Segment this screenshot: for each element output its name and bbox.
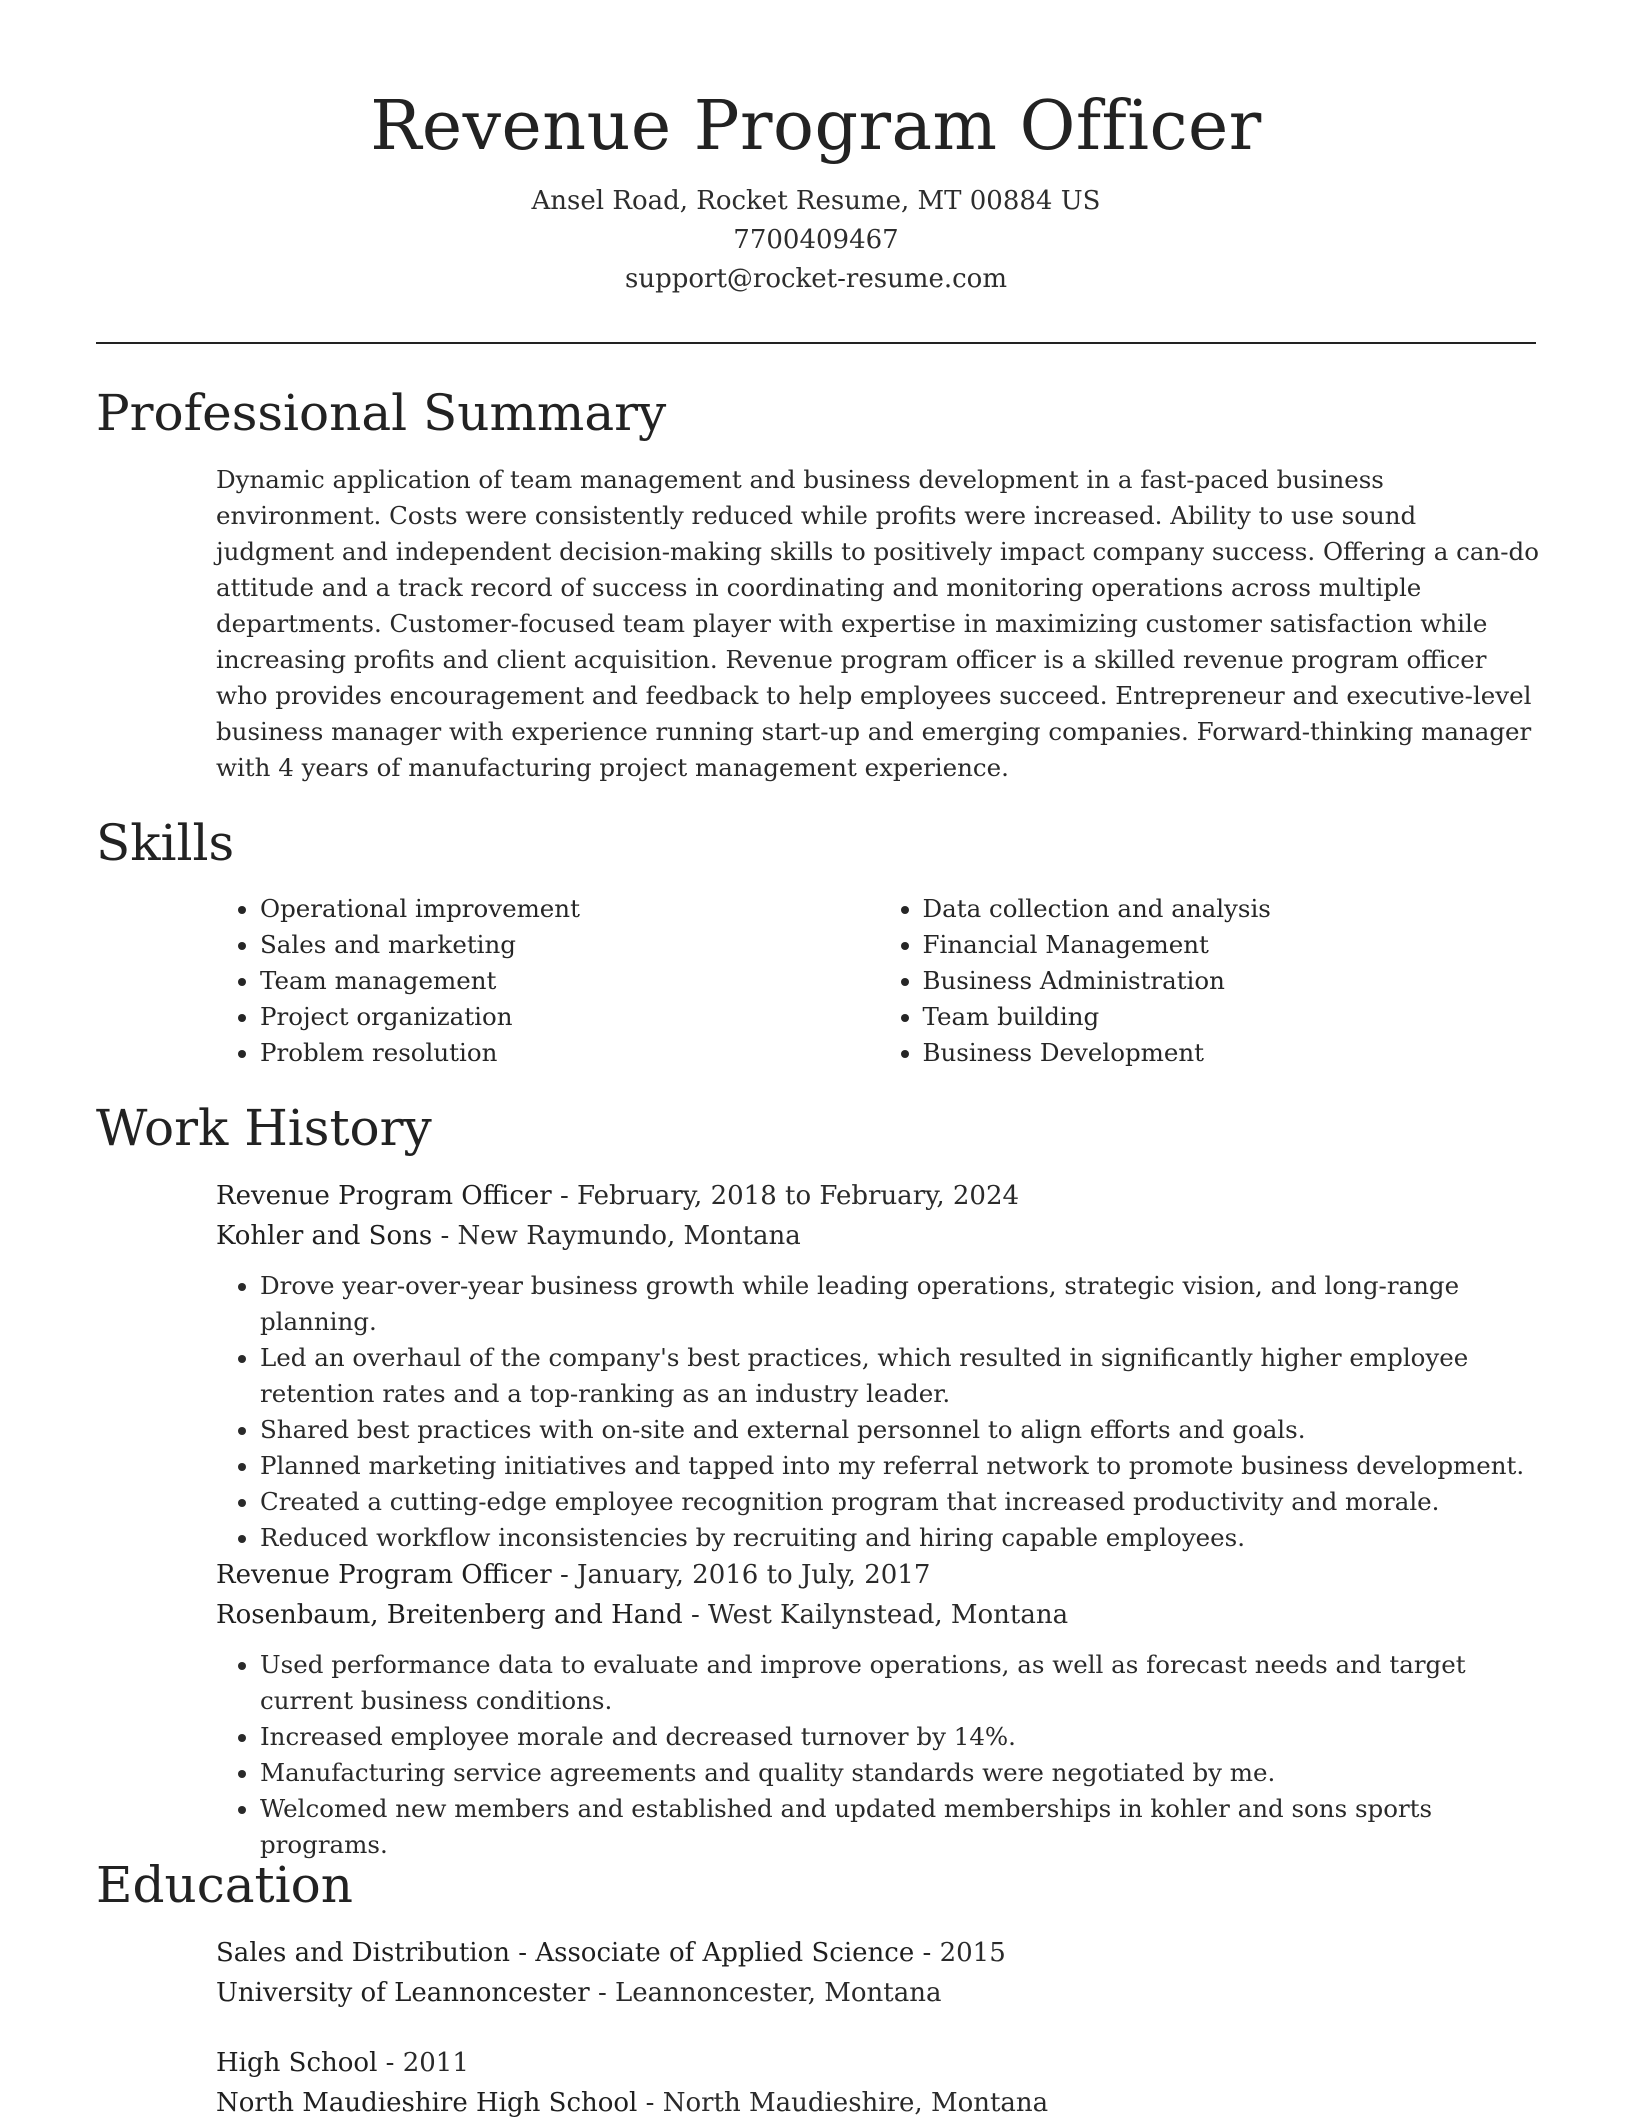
education-year: - 2011 (377, 2048, 469, 2078)
email-text: support@rocket-resume.com (624, 264, 1007, 294)
skill-item: • Operational improvement (260, 891, 879, 927)
summary-heading: Professional Summary (96, 384, 667, 442)
job-company: Kohler and Sons (216, 1221, 433, 1251)
education-school: University of Leannoncester (216, 1978, 590, 2008)
education-school-line (216, 2083, 1541, 2123)
education-degree-line (216, 2043, 1541, 2083)
education-year: - 2015 (914, 1938, 1006, 1968)
education-entry (216, 2043, 1541, 2123)
job-company-line (216, 1595, 1541, 1635)
job-bullet: • Welcomed new members and established and updated memberships in kohler and sons sports programs. (260, 1791, 1541, 1863)
skill-item: • Data collection and analysis (923, 891, 1542, 927)
job-role: Revenue Program Officer (216, 1181, 552, 1211)
resume-header (0, 82, 1632, 299)
education-field: High School (216, 2048, 378, 2078)
job-dates: - January, 2016 to July, 2017 (551, 1560, 931, 1590)
job-title-line (216, 1555, 1541, 1595)
job-bullet: • Increased employee morale and decreased turnover by 14%. (260, 1719, 1541, 1755)
phone-text: 7700409467 (733, 225, 899, 255)
skill-item: • Business Administration (923, 963, 1542, 999)
job-bullet: • Used performance data to evaluate and improve operations, as well as forecast needs and target current business conditions. (260, 1647, 1541, 1719)
work-history-heading: Work History (96, 1099, 432, 1157)
job-role: Revenue Program Officer (216, 1560, 552, 1590)
work-entry (216, 1555, 1541, 1863)
job-bullet: • Shared best practices with on-site and external personnel to align efforts and goals. (260, 1412, 1541, 1448)
education-degree: - Associate of Applied Science (510, 1938, 915, 1968)
job-bullet: • Created a cutting-edge employee recognition program that increased productivity and morale. (260, 1484, 1541, 1520)
job-location: - New Raymundo, Montana (432, 1221, 801, 1251)
job-bullet: • Drove year-over-year business growth while leading operations, strategic vision, and long-range planning. (260, 1268, 1541, 1340)
job-bullets (216, 1268, 1541, 1556)
resume-title: Revenue Program Officer (370, 87, 1262, 166)
education-location: - North Maudieshire, Montana (637, 2088, 1049, 2118)
summary-text: Dynamic application of team management and business development in a fast-paced business environment. Costs were consistently reduced while profits were increased. Ability to use sound judgment and independent decision-making skills to positively impact company success. Offering a can-do attitude and a track record of success in coordinating and monitoring operations across multiple departments. Customer-focused team player with expertise in maximizing customer satisfaction while increasing profits and client acquisition. Revenue program officer is a skilled revenue program officer who provides encouragement and feedback to help employees succeed. Entrepreneur and executive-level business manager with experience running start-up and emerging companies. Forward-thinking manager with 4 years of manufacturing project management experience. (216, 465, 1539, 782)
job-company: Rosenbaum, Breitenberg and Hand (216, 1600, 683, 1630)
skill-item: • Team management (260, 963, 879, 999)
education-school-line (216, 1973, 1541, 2013)
address-text: Ansel Road, Rocket Resume, MT 00884 US (531, 186, 1101, 216)
work-entry (216, 1176, 1541, 1556)
education-heading: Education (96, 1856, 353, 1914)
job-bullet: • Manufacturing service agreements and quality standards were negotiated by me. (260, 1755, 1541, 1791)
header-divider (96, 342, 1536, 344)
job-company-line (216, 1216, 1541, 1256)
education-field: Sales and Distribution (216, 1938, 511, 1968)
skills-heading: Skills (96, 814, 235, 872)
job-dates: - February, 2018 to February, 2024 (551, 1181, 1020, 1211)
skills-list (216, 891, 1541, 1071)
job-bullet: • Led an overhaul of the company's best practices, which resulted in significantly higher employee retention rates and a top-ranking as an industry leader. (260, 1340, 1541, 1412)
education-school: North Maudieshire High School (216, 2088, 638, 2118)
skill-item: • Team building (923, 999, 1542, 1035)
job-title-line (216, 1176, 1541, 1216)
skills-column-right (879, 891, 1542, 1071)
skills-column-left (216, 891, 879, 1071)
job-location: - West Kailynstead, Montana (682, 1600, 1069, 1630)
skill-item: • Sales and marketing (260, 927, 879, 963)
skill-item: • Financial Management (923, 927, 1542, 963)
education-degree-line (216, 1933, 1541, 1973)
skill-item: • Problem resolution (260, 1035, 879, 1071)
job-bullet: • Planned marketing initiatives and tapped into my referral network to promote business development. (260, 1448, 1541, 1484)
job-bullet: • Reduced workflow inconsistencies by recruiting and hiring capable employees. (260, 1520, 1541, 1556)
contact-block (0, 182, 1632, 299)
skill-item: • Business Development (923, 1035, 1542, 1071)
job-bullets (216, 1647, 1541, 1863)
education-entry (216, 1933, 1541, 2013)
skill-item: • Project organization (260, 999, 879, 1035)
education-location: - Leannoncester, Montana (589, 1978, 942, 2008)
